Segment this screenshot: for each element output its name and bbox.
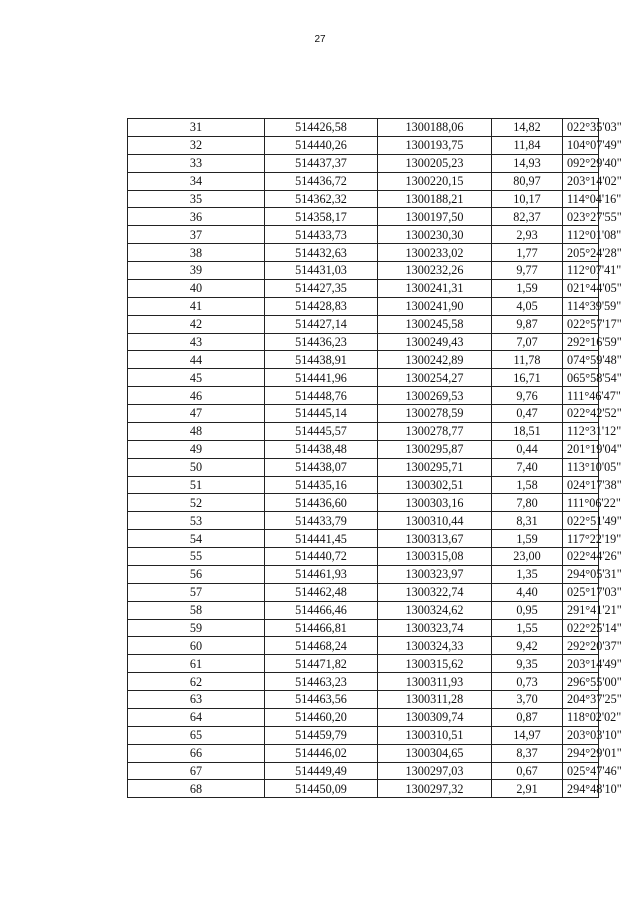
point-number-cell: 47 bbox=[128, 405, 265, 423]
point-number-cell: 41 bbox=[128, 297, 265, 315]
direction-angle-cell: 294°29'01" bbox=[563, 744, 599, 762]
direction-angle-cell: 024°17'38" bbox=[563, 476, 599, 494]
direction-angle-cell: 203°14'02" bbox=[563, 172, 599, 190]
direction-angle-cell: 117°22'19" bbox=[563, 530, 599, 548]
x-coordinate-cell: 514463,23 bbox=[265, 673, 378, 691]
table-row bbox=[128, 226, 599, 244]
coordinates-table-body bbox=[128, 119, 622, 798]
segment-length-cell: 7,40 bbox=[492, 458, 563, 476]
segment-length-cell: 23,00 bbox=[492, 548, 563, 566]
y-coordinate-cell: 1300254,27 bbox=[378, 369, 492, 387]
segment-length-cell: 4,05 bbox=[492, 297, 563, 315]
point-number-cell: 58 bbox=[128, 601, 265, 619]
x-coordinate-cell: 514446,02 bbox=[265, 744, 378, 762]
y-coordinate-cell: 1300322,74 bbox=[378, 583, 492, 601]
direction-angle-cell: 292°16'59" bbox=[563, 333, 599, 351]
segment-length-cell: 10,17 bbox=[492, 190, 563, 208]
table-row bbox=[128, 780, 599, 798]
point-number-cell: 34 bbox=[128, 172, 265, 190]
y-coordinate-cell: 1300297,32 bbox=[378, 780, 492, 798]
table-row bbox=[128, 297, 599, 315]
segment-length-cell: 1,77 bbox=[492, 244, 563, 262]
x-coordinate-cell: 514466,81 bbox=[265, 619, 378, 637]
x-coordinate-cell: 514441,96 bbox=[265, 369, 378, 387]
segment-length-cell: 4,40 bbox=[492, 583, 563, 601]
x-coordinate-cell: 514468,24 bbox=[265, 637, 378, 655]
segment-length-cell: 0,73 bbox=[492, 673, 563, 691]
direction-angle-cell: 022°44'26" bbox=[563, 548, 599, 566]
segment-length-cell: 3,70 bbox=[492, 691, 563, 709]
x-coordinate-cell: 514426,58 bbox=[265, 119, 378, 137]
point-number-cell: 33 bbox=[128, 154, 265, 172]
segment-length-cell: 11,78 bbox=[492, 351, 563, 369]
y-coordinate-cell: 1300309,74 bbox=[378, 708, 492, 726]
y-coordinate-cell: 1300315,08 bbox=[378, 548, 492, 566]
point-number-cell: 67 bbox=[128, 762, 265, 780]
direction-angle-cell: 112°31'12" bbox=[563, 422, 599, 440]
table-row bbox=[128, 673, 599, 691]
direction-angle-cell: 114°04'16" bbox=[563, 190, 599, 208]
y-coordinate-cell: 1300242,89 bbox=[378, 351, 492, 369]
x-coordinate-cell: 514471,82 bbox=[265, 655, 378, 673]
x-coordinate-cell: 514433,73 bbox=[265, 226, 378, 244]
point-number-cell: 56 bbox=[128, 565, 265, 583]
segment-length-cell: 14,93 bbox=[492, 154, 563, 172]
segment-length-cell: 1,59 bbox=[492, 530, 563, 548]
y-coordinate-cell: 1300230,30 bbox=[378, 226, 492, 244]
direction-angle-cell: 022°35'03" bbox=[563, 119, 599, 137]
y-coordinate-cell: 1300310,44 bbox=[378, 512, 492, 530]
table-row bbox=[128, 530, 599, 548]
point-number-cell: 42 bbox=[128, 315, 265, 333]
direction-angle-cell: 025°47'46" bbox=[563, 762, 599, 780]
segment-length-cell: 1,58 bbox=[492, 476, 563, 494]
segment-length-cell: 16,71 bbox=[492, 369, 563, 387]
point-number-cell: 55 bbox=[128, 548, 265, 566]
y-coordinate-cell: 1300303,16 bbox=[378, 494, 492, 512]
segment-length-cell: 2,93 bbox=[492, 226, 563, 244]
x-coordinate-cell: 514440,26 bbox=[265, 136, 378, 154]
table-row bbox=[128, 208, 599, 226]
x-coordinate-cell: 514440,72 bbox=[265, 548, 378, 566]
x-coordinate-cell: 514438,91 bbox=[265, 351, 378, 369]
segment-length-cell: 0,44 bbox=[492, 440, 563, 458]
y-coordinate-cell: 1300310,51 bbox=[378, 726, 492, 744]
table-row bbox=[128, 315, 599, 333]
direction-angle-cell: 104°07'49" bbox=[563, 136, 599, 154]
point-number-cell: 37 bbox=[128, 226, 265, 244]
x-coordinate-cell: 514462,48 bbox=[265, 583, 378, 601]
x-coordinate-cell: 514450,09 bbox=[265, 780, 378, 798]
x-coordinate-cell: 514460,20 bbox=[265, 708, 378, 726]
table-row bbox=[128, 494, 599, 512]
direction-angle-cell: 203°14'49" bbox=[563, 655, 599, 673]
y-coordinate-cell: 1300324,62 bbox=[378, 601, 492, 619]
y-coordinate-cell: 1300188,06 bbox=[378, 119, 492, 137]
direction-angle-cell: 022°51'49" bbox=[563, 512, 599, 530]
segment-length-cell: 14,82 bbox=[492, 119, 563, 137]
table-row bbox=[128, 655, 599, 673]
table-row bbox=[128, 351, 599, 369]
point-number-cell: 43 bbox=[128, 333, 265, 351]
x-coordinate-cell: 514449,49 bbox=[265, 762, 378, 780]
y-coordinate-cell: 1300241,31 bbox=[378, 279, 492, 297]
point-number-cell: 40 bbox=[128, 279, 265, 297]
table-row bbox=[128, 136, 599, 154]
point-number-cell: 59 bbox=[128, 619, 265, 637]
x-coordinate-cell: 514432,63 bbox=[265, 244, 378, 262]
y-coordinate-cell: 1300278,59 bbox=[378, 405, 492, 423]
direction-angle-cell: 111°06'22" bbox=[563, 494, 599, 512]
segment-length-cell: 7,80 bbox=[492, 494, 563, 512]
y-coordinate-cell: 1300245,58 bbox=[378, 315, 492, 333]
point-number-cell: 53 bbox=[128, 512, 265, 530]
direction-angle-cell: 025°17'03" bbox=[563, 583, 599, 601]
segment-length-cell: 9,77 bbox=[492, 262, 563, 280]
direction-angle-cell: 022°25'14" bbox=[563, 619, 599, 637]
point-number-cell: 57 bbox=[128, 583, 265, 601]
y-coordinate-cell: 1300295,71 bbox=[378, 458, 492, 476]
direction-angle-cell: 074°59'48" bbox=[563, 351, 599, 369]
table-row bbox=[128, 762, 599, 780]
x-coordinate-cell: 514427,35 bbox=[265, 279, 378, 297]
x-coordinate-cell: 514445,57 bbox=[265, 422, 378, 440]
y-coordinate-cell: 1300269,53 bbox=[378, 387, 492, 405]
segment-length-cell: 82,37 bbox=[492, 208, 563, 226]
table-row bbox=[128, 440, 599, 458]
x-coordinate-cell: 514438,48 bbox=[265, 440, 378, 458]
table-row bbox=[128, 279, 599, 297]
direction-angle-cell: 296°55'00" bbox=[563, 673, 599, 691]
point-number-cell: 48 bbox=[128, 422, 265, 440]
table-row bbox=[128, 637, 599, 655]
point-number-cell: 31 bbox=[128, 119, 265, 137]
point-number-cell: 49 bbox=[128, 440, 265, 458]
y-coordinate-cell: 1300323,74 bbox=[378, 619, 492, 637]
y-coordinate-cell: 1300311,28 bbox=[378, 691, 492, 709]
y-coordinate-cell: 1300249,43 bbox=[378, 333, 492, 351]
y-coordinate-cell: 1300205,23 bbox=[378, 154, 492, 172]
table-row bbox=[128, 262, 599, 280]
point-number-cell: 64 bbox=[128, 708, 265, 726]
segment-length-cell: 0,67 bbox=[492, 762, 563, 780]
direction-angle-cell: 118°02'02" bbox=[563, 708, 599, 726]
x-coordinate-cell: 514438,07 bbox=[265, 458, 378, 476]
table-row bbox=[128, 512, 599, 530]
x-coordinate-cell: 514436,72 bbox=[265, 172, 378, 190]
x-coordinate-cell: 514445,14 bbox=[265, 405, 378, 423]
direction-angle-cell: 114°39'59" bbox=[563, 297, 599, 315]
y-coordinate-cell: 1300297,03 bbox=[378, 762, 492, 780]
x-coordinate-cell: 514448,76 bbox=[265, 387, 378, 405]
direction-angle-cell: 112°01'08" bbox=[563, 226, 599, 244]
y-coordinate-cell: 1300233,02 bbox=[378, 244, 492, 262]
table-row bbox=[128, 458, 599, 476]
y-coordinate-cell: 1300232,26 bbox=[378, 262, 492, 280]
point-number-cell: 45 bbox=[128, 369, 265, 387]
y-coordinate-cell: 1300295,87 bbox=[378, 440, 492, 458]
direction-angle-cell: 113°10'05" bbox=[563, 458, 599, 476]
point-number-cell: 54 bbox=[128, 530, 265, 548]
point-number-cell: 35 bbox=[128, 190, 265, 208]
point-number-cell: 32 bbox=[128, 136, 265, 154]
point-number-cell: 51 bbox=[128, 476, 265, 494]
direction-angle-cell: 204°37'25" bbox=[563, 691, 599, 709]
x-coordinate-cell: 514461,93 bbox=[265, 565, 378, 583]
x-coordinate-cell: 514358,17 bbox=[265, 208, 378, 226]
x-coordinate-cell: 514436,23 bbox=[265, 333, 378, 351]
x-coordinate-cell: 514437,37 bbox=[265, 154, 378, 172]
x-coordinate-cell: 514431,03 bbox=[265, 262, 378, 280]
y-coordinate-cell: 1300313,67 bbox=[378, 530, 492, 548]
direction-angle-cell: 294°48'10" bbox=[563, 780, 599, 798]
x-coordinate-cell: 514428,83 bbox=[265, 297, 378, 315]
point-number-cell: 50 bbox=[128, 458, 265, 476]
direction-angle-cell: 294°05'31" bbox=[563, 565, 599, 583]
y-coordinate-cell: 1300311,93 bbox=[378, 673, 492, 691]
direction-angle-cell: 112°07'41" bbox=[563, 262, 599, 280]
x-coordinate-cell: 514436,60 bbox=[265, 494, 378, 512]
point-number-cell: 38 bbox=[128, 244, 265, 262]
segment-length-cell: 9,42 bbox=[492, 637, 563, 655]
table-row bbox=[128, 244, 599, 262]
x-coordinate-cell: 514427,14 bbox=[265, 315, 378, 333]
segment-length-cell: 2,91 bbox=[492, 780, 563, 798]
segment-length-cell: 1,55 bbox=[492, 619, 563, 637]
table-row bbox=[128, 333, 599, 351]
x-coordinate-cell: 514466,46 bbox=[265, 601, 378, 619]
x-coordinate-cell: 514463,56 bbox=[265, 691, 378, 709]
direction-angle-cell: 111°46'47" bbox=[563, 387, 599, 405]
segment-length-cell: 14,97 bbox=[492, 726, 563, 744]
point-number-cell: 63 bbox=[128, 691, 265, 709]
direction-angle-cell: 021°44'05" bbox=[563, 279, 599, 297]
segment-length-cell: 9,87 bbox=[492, 315, 563, 333]
point-number-cell: 66 bbox=[128, 744, 265, 762]
segment-length-cell: 8,37 bbox=[492, 744, 563, 762]
y-coordinate-cell: 1300302,51 bbox=[378, 476, 492, 494]
point-number-cell: 61 bbox=[128, 655, 265, 673]
point-number-cell: 44 bbox=[128, 351, 265, 369]
y-coordinate-cell: 1300278,77 bbox=[378, 422, 492, 440]
table-row bbox=[128, 619, 599, 637]
y-coordinate-cell: 1300197,50 bbox=[378, 208, 492, 226]
x-coordinate-cell: 514435,16 bbox=[265, 476, 378, 494]
y-coordinate-cell: 1300315,62 bbox=[378, 655, 492, 673]
table-row bbox=[128, 476, 599, 494]
table-row bbox=[128, 422, 599, 440]
segment-length-cell: 11,84 bbox=[492, 136, 563, 154]
segment-length-cell: 80,97 bbox=[492, 172, 563, 190]
direction-angle-cell: 092°29'40" bbox=[563, 154, 599, 172]
direction-angle-cell: 022°57'17" bbox=[563, 315, 599, 333]
direction-angle-cell: 203°03'10" bbox=[563, 726, 599, 744]
point-number-cell: 60 bbox=[128, 637, 265, 655]
segment-length-cell: 7,07 bbox=[492, 333, 563, 351]
segment-length-cell: 18,51 bbox=[492, 422, 563, 440]
point-number-cell: 39 bbox=[128, 262, 265, 280]
segment-length-cell: 1,35 bbox=[492, 565, 563, 583]
point-number-cell: 62 bbox=[128, 673, 265, 691]
coordinates-table bbox=[127, 118, 622, 798]
point-number-cell: 46 bbox=[128, 387, 265, 405]
direction-angle-cell: 205°24'28" bbox=[563, 244, 599, 262]
table-row bbox=[128, 744, 599, 762]
table-row bbox=[128, 583, 599, 601]
segment-length-cell: 8,31 bbox=[492, 512, 563, 530]
table-row bbox=[128, 726, 599, 744]
table-row bbox=[128, 172, 599, 190]
table-row bbox=[128, 387, 599, 405]
segment-length-cell: 9,76 bbox=[492, 387, 563, 405]
direction-angle-cell: 292°20'37" bbox=[563, 637, 599, 655]
segment-length-cell: 0,47 bbox=[492, 405, 563, 423]
table-row bbox=[128, 565, 599, 583]
segment-length-cell: 0,95 bbox=[492, 601, 563, 619]
point-number-cell: 68 bbox=[128, 780, 265, 798]
y-coordinate-cell: 1300304,65 bbox=[378, 744, 492, 762]
table-row bbox=[128, 601, 599, 619]
y-coordinate-cell: 1300323,97 bbox=[378, 565, 492, 583]
table-row bbox=[128, 691, 599, 709]
x-coordinate-cell: 514433,79 bbox=[265, 512, 378, 530]
segment-length-cell: 9,35 bbox=[492, 655, 563, 673]
x-coordinate-cell: 514362,32 bbox=[265, 190, 378, 208]
segment-length-cell: 0,87 bbox=[492, 708, 563, 726]
y-coordinate-cell: 1300220,15 bbox=[378, 172, 492, 190]
direction-angle-cell: 065°58'54" bbox=[563, 369, 599, 387]
table-row bbox=[128, 708, 599, 726]
point-number-cell: 36 bbox=[128, 208, 265, 226]
table-row bbox=[128, 405, 599, 423]
x-coordinate-cell: 514459,79 bbox=[265, 726, 378, 744]
x-coordinate-cell: 514441,45 bbox=[265, 530, 378, 548]
table-row bbox=[128, 369, 599, 387]
direction-angle-cell: 023°27'55" bbox=[563, 208, 599, 226]
direction-angle-cell: 201°19'04" bbox=[563, 440, 599, 458]
y-coordinate-cell: 1300193,75 bbox=[378, 136, 492, 154]
y-coordinate-cell: 1300324,33 bbox=[378, 637, 492, 655]
y-coordinate-cell: 1300188,21 bbox=[378, 190, 492, 208]
table-row bbox=[128, 190, 599, 208]
point-number-cell: 65 bbox=[128, 726, 265, 744]
direction-angle-cell: 022°42'52" bbox=[563, 405, 599, 423]
segment-length-cell: 1,59 bbox=[492, 279, 563, 297]
page-number: 27 bbox=[314, 34, 326, 45]
table-row bbox=[128, 154, 599, 172]
y-coordinate-cell: 1300241,90 bbox=[378, 297, 492, 315]
point-number-cell: 52 bbox=[128, 494, 265, 512]
table-row bbox=[128, 548, 599, 566]
table-row bbox=[128, 119, 599, 137]
direction-angle-cell: 291°41'21" bbox=[563, 601, 599, 619]
